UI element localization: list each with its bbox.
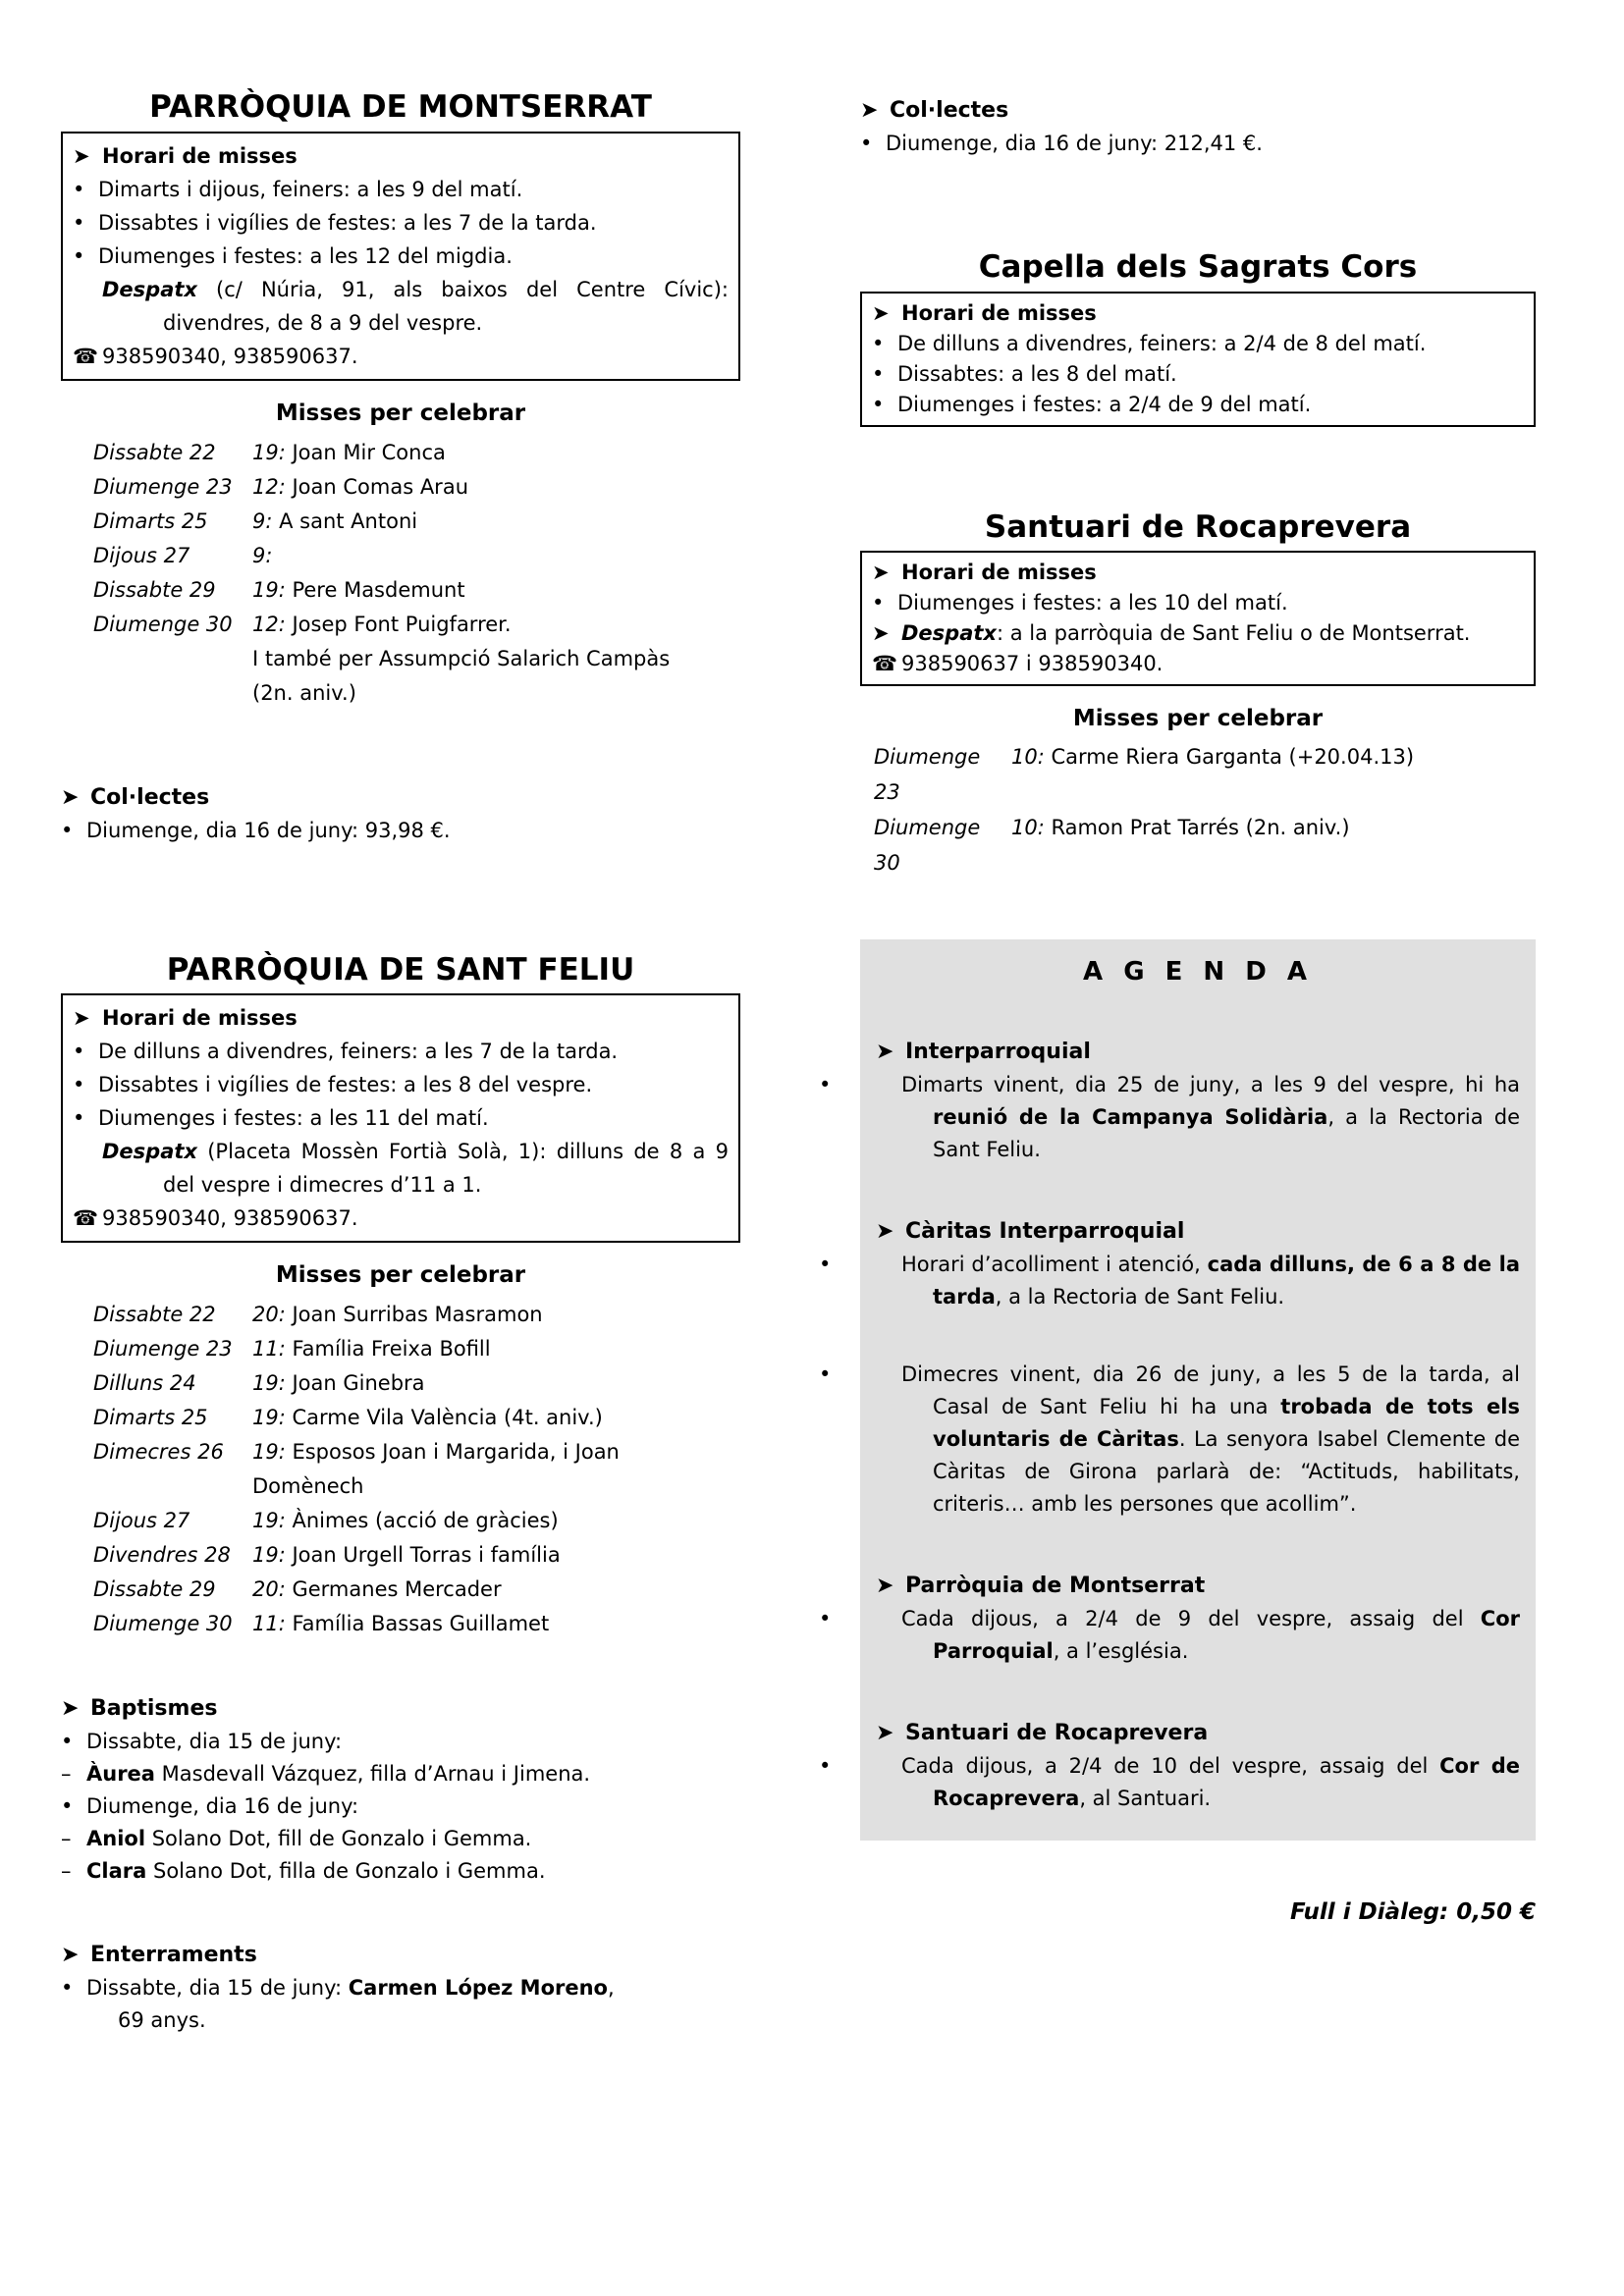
text-line: • Dimarts vinent, dia 25 de juny, a les 9 del vespre, hi ha reunió de la Campanya Solidària, a la Rectoria de Sant Feliu. <box>876 1069 1520 1166</box>
arrow-icon: ➤ <box>876 1219 894 1245</box>
mass-day: Diumenge 23 <box>93 474 233 499</box>
mass-row <box>93 539 740 573</box>
mass-time: 20: <box>252 1303 286 1327</box>
bullet-icon: • <box>872 361 885 386</box>
misses-title: Misses per celebrar <box>275 400 526 426</box>
bullet-icon: • <box>73 1040 85 1064</box>
left-column <box>61 0 740 2037</box>
mass-row <box>93 1538 740 1573</box>
text-line: • Horari d’acolliment i atenció, cada dilluns, de 6 a 8 de la tarda, a la Rectoria de Sant Feliu. <box>876 1249 1520 1313</box>
bullet-icon: • <box>819 1754 832 1779</box>
office-hours-text: Despatx: a la parròquia de Sant Feliu o de Montserrat. <box>901 621 1471 646</box>
mass-day: Dimarts 25 <box>93 1406 208 1430</box>
bullet-icon: • <box>73 177 85 201</box>
mass-row <box>874 739 1536 810</box>
collectes-section-santfeliu <box>860 0 1536 160</box>
mass-day: Dissabte 22 <box>93 440 216 464</box>
rocaprevera-schedule-box <box>860 551 1536 686</box>
bullet-icon: • <box>819 1362 832 1387</box>
mass-intention: 20: Joan Surribas Masramon <box>252 1303 543 1327</box>
mass-time: 19: <box>252 1440 286 1465</box>
schedule-line: • Dissabtes: a les 8 del matí. <box>872 359 1524 390</box>
agenda-item-heading <box>876 1717 1520 1750</box>
mass-intention: 19: Joan Ginebra <box>252 1371 425 1396</box>
agenda-title: A G E N D A <box>1083 957 1313 988</box>
arrow-icon: ➤ <box>872 300 890 325</box>
mass-day: Dimarts 25 <box>93 508 208 533</box>
mass-day: Dimecres 26 <box>93 1440 224 1465</box>
misses-title: Misses per celebrar <box>275 1262 526 1289</box>
mass-time: 19: <box>252 1406 286 1430</box>
arrow-icon: ➤ <box>876 1040 894 1065</box>
schedule-bullets <box>73 1035 729 1135</box>
agenda-item-heading <box>876 1570 1520 1603</box>
text-line: – Clara Solano Dot, filla de Gonzalo i Gemma. <box>61 1855 740 1888</box>
arrow-icon: ➤ <box>860 98 879 123</box>
agenda-heading-text: Càritas Interparroquial <box>905 1219 1185 1245</box>
phone-numbers: 938590637 i 938590340. <box>901 652 1164 676</box>
schedule-heading <box>872 298 1524 329</box>
arrow-icon <box>73 1135 102 1168</box>
enterraments-section <box>61 1939 740 2037</box>
sanctuary-title: Santuari de Rocaprevera <box>984 508 1412 545</box>
mass-day: Dissabte 22 <box>93 1303 216 1327</box>
bullet-icon: • <box>61 818 74 842</box>
misses-list-santfeliu <box>61 1298 740 1641</box>
agenda-item-lines <box>819 1069 1521 1166</box>
schedule-line: • Diumenges i festes: a 2/4 de 9 del matí. <box>872 390 1524 420</box>
parish-title-santfeliu: PARRÒQUIA DE SANT FELIU <box>166 951 635 988</box>
mass-intention: 19: Esposos Joan i Margarida, i Joan Domènech <box>252 1435 740 1504</box>
mass-day: Diumenge 30 <box>874 816 981 876</box>
schedule-line: • Diumenges i festes: a les 11 del matí. <box>73 1101 729 1135</box>
arrow-icon: ➤ <box>876 1721 894 1746</box>
phone-numbers: 938590340, 938590637. <box>102 1206 358 1231</box>
dash-icon: – <box>61 1859 72 1884</box>
right-column <box>819 0 1536 1926</box>
mass-row <box>93 1332 740 1366</box>
arrow-icon: ➤ <box>61 1696 80 1722</box>
section-heading <box>61 1692 740 1726</box>
schedule-bullets <box>73 173 729 273</box>
mass-time: 12: <box>252 612 286 636</box>
agenda-item-heading <box>876 1215 1520 1249</box>
section-heading-text: Col·lectes <box>890 98 1009 123</box>
phone-line <box>872 649 1524 679</box>
mass-row <box>93 573 740 608</box>
text-line: • Diumenge, dia 16 de juny: 212,41 €. <box>860 128 1536 160</box>
mass-intention: 20: Germanes Mercader <box>252 1577 502 1602</box>
bullet-icon: • <box>872 591 885 615</box>
text-line: • Cada dijous, a 2/4 de 9 del vespre, assaig del Cor Parroquial, a l’església. <box>876 1603 1520 1668</box>
montserrat-schedule-box <box>61 132 740 381</box>
text-line: • Diumenge, dia 16 de juny: <box>61 1790 740 1823</box>
agenda-item-lines <box>819 1750 1521 1815</box>
office-hours-text: Despatx (c/ Núria, 91, als baixos del Centre Cívic): divendres, de 8 a 9 del vespre. <box>102 277 729 335</box>
phone-line <box>73 1201 729 1235</box>
mass-row <box>93 470 740 505</box>
arrow-icon: ➤ <box>61 1943 80 1968</box>
schedule-line: • Diumenges i festes: a les 12 del migdia. <box>73 240 729 273</box>
schedule-line: • Dimarts i dijous, feiners: a les 9 del matí. <box>73 173 729 206</box>
office-hours-line <box>73 1135 729 1201</box>
bullet-icon: • <box>819 1253 832 1277</box>
mass-day: Diumenge 30 <box>93 1612 233 1636</box>
bullet-icon: • <box>61 1976 74 2001</box>
chapel-title: Capella dels Sagrats Cors <box>978 249 1418 285</box>
mass-day: Divendres 28 <box>93 1543 231 1568</box>
misses-list-rocaprevera <box>860 739 1536 881</box>
mass-intention: 11: Família Freixa Bofill <box>252 1337 491 1362</box>
dash-icon: – <box>61 1827 72 1851</box>
bullet-icon: • <box>73 1073 85 1097</box>
bullet-icon: • <box>73 210 85 235</box>
agenda-heading-text: Santuari de Rocaprevera <box>905 1721 1209 1746</box>
mass-time: 12: <box>252 474 286 499</box>
section-heading <box>61 781 740 815</box>
collectes-lines <box>61 815 740 847</box>
text-line: • Diumenge, dia 16 de juny: 93,98 €. <box>61 815 740 847</box>
mass-day: Diumenge 30 <box>93 612 233 636</box>
mass-time: 9: <box>252 543 273 567</box>
box-heading-text: Horari de misses <box>901 300 1097 325</box>
mass-day: Dissabte 29 <box>93 577 216 602</box>
bullet-icon: • <box>61 1730 74 1754</box>
mass-intention: 19: Carme Vila València (4t. aniv.) <box>252 1406 603 1430</box>
agenda-heading-text: Interparroquial <box>905 1040 1091 1065</box>
mass-day: Dijous 27 <box>93 1509 190 1533</box>
agenda-item-rocaprevera <box>819 1717 1521 1815</box>
schedule-heading <box>73 1001 729 1035</box>
mass-time: 19: <box>252 1509 286 1533</box>
bullet-icon: • <box>872 331 885 355</box>
mass-time: 9: <box>252 508 273 533</box>
mass-row <box>93 1401 740 1435</box>
text-line: • Dimecres vinent, dia 26 de juny, a les 5 de la tarda, al Casal de Sant Feliu hi ha una trobada de tots els voluntaris de Càritas. La senyora Isabel Clemente de Càritas de Girona parlarà de: “Actituds, habilitats, criteris… amb les persones que acollim”. <box>876 1359 1520 1521</box>
mass-time: 10: <box>1011 816 1045 840</box>
box-heading-text: Horari de misses <box>102 143 298 168</box>
mass-row <box>874 810 1536 881</box>
dash-icon: – <box>61 1762 72 1787</box>
schedule-line: • Diumenges i festes: a les 10 del matí. <box>872 588 1524 618</box>
schedule-heading <box>872 558 1524 588</box>
mass-intention: 12: Joan Comas Arau <box>252 474 468 499</box>
capella-schedule-box <box>860 292 1536 427</box>
arrow-icon: ➤ <box>73 1006 90 1031</box>
arrow-icon: ➤ <box>872 621 890 646</box>
bullet-icon: • <box>819 1073 832 1097</box>
mass-row <box>93 1298 740 1332</box>
mass-day: Dilluns 24 <box>93 1371 196 1396</box>
baptismes-section <box>61 1692 740 1888</box>
section-heading-text: Enterraments <box>90 1943 257 1968</box>
arrow-icon: ➤ <box>73 143 90 168</box>
mass-time: 11: <box>252 1612 286 1636</box>
mass-time: 10: <box>1011 745 1045 770</box>
bullet-icon: • <box>73 243 85 268</box>
agenda-item-caritas <box>819 1215 1520 1521</box>
agenda-panel <box>819 939 1536 1841</box>
misses-list-montserrat <box>61 436 740 711</box>
mass-intention: 19: Ànimes (acció de gràcies) <box>252 1509 559 1533</box>
agenda-item-lines <box>819 1603 1520 1668</box>
section-heading <box>860 94 1536 128</box>
mass-intention: 19: Joan Mir Conca <box>252 440 446 464</box>
text-line: • Dissabte, dia 15 de juny: <box>61 1726 740 1758</box>
mass-intention: 9: A sant Antoni <box>252 508 418 533</box>
mass-time: 19: <box>252 1543 286 1568</box>
mass-intention <box>252 539 740 573</box>
agenda-item-lines <box>819 1249 1520 1521</box>
text-line: – Àurea Masdevall Vázquez, filla d’Arnau i Jimena. <box>61 1758 740 1790</box>
santfeliu-schedule-box <box>61 993 740 1243</box>
mass-intention: 10: Ramon Prat Tarrés (2n. aniv.) <box>1011 816 1350 840</box>
arrow-icon: ➤ <box>872 561 890 585</box>
bullet-icon: • <box>860 132 873 155</box>
mass-row <box>93 505 740 539</box>
mass-time: 19: <box>252 1371 286 1396</box>
collectes-section-montserrat <box>61 781 740 847</box>
section-heading <box>61 1939 740 1972</box>
phone-icon: ☎ <box>73 1206 99 1231</box>
agenda-heading-text: Parròquia de Montserrat <box>905 1574 1206 1599</box>
agenda-item-interparroquial <box>819 1036 1521 1166</box>
mass-intention-extra: (2n. aniv.) <box>252 680 356 705</box>
price-footer: Full i Diàleg: 0,50 € <box>1290 1899 1536 1926</box>
phone-icon: ☎ <box>872 652 898 676</box>
mass-day: Dissabte 29 <box>93 1577 216 1602</box>
office-hours-line <box>73 273 729 340</box>
collectes-lines <box>860 128 1536 160</box>
office-hours-line <box>872 618 1524 649</box>
mass-intention: 19: Joan Urgell Torras i família <box>252 1543 561 1568</box>
agenda-item-heading <box>876 1036 1520 1069</box>
mass-row <box>93 1504 740 1538</box>
text-line: • Cada dijous, a 2/4 de 10 del vespre, assaig del Cor de Rocaprevera, al Santuari. <box>876 1750 1520 1815</box>
agenda-item-montserrat <box>819 1570 1520 1668</box>
mass-day: Diumenge 23 <box>874 745 981 805</box>
mass-row <box>93 436 740 470</box>
text-line: • Dissabte, dia 15 de juny: Carmen López Moreno, <box>61 1972 740 2004</box>
office-hours-text: Despatx (Placeta Mossèn Fortià Solà, 1): dilluns de 8 a 9 del vespre i dimecres d’11 a 1. <box>102 1140 729 1198</box>
mass-day: Dijous 27 <box>93 543 190 567</box>
arrow-icon: ➤ <box>876 1574 894 1599</box>
schedule-heading <box>73 139 729 173</box>
mass-intention-extra: Domènech <box>252 1474 364 1499</box>
phone-icon: ☎ <box>73 344 99 368</box>
mass-row <box>93 1573 740 1607</box>
mass-time: 19: <box>252 440 286 464</box>
arrow-icon <box>73 273 102 306</box>
text-line: – Aniol Solano Dot, fill de Gonzalo i Gemma. <box>61 1823 740 1855</box>
mass-intention: 10: Carme Riera Garganta (+20.04.13) <box>1011 745 1415 770</box>
mass-day: Diumenge 23 <box>93 1337 233 1362</box>
bullet-icon: • <box>819 1607 832 1631</box>
misses-title: Misses per celebrar <box>1072 706 1324 732</box>
arrow-icon: ➤ <box>61 784 80 810</box>
schedule-bullets <box>872 588 1524 618</box>
continuation-line: 69 anys. <box>118 2008 206 2033</box>
mass-row <box>93 608 740 711</box>
mass-intention: 19: Pere Masdemunt <box>252 577 465 602</box>
box-heading-text: Horari de misses <box>901 561 1097 585</box>
bullet-icon: • <box>872 392 885 416</box>
mass-row <box>93 1607 740 1641</box>
schedule-line: • De dilluns a divendres, feiners: a les 7 de la tarda. <box>73 1035 729 1068</box>
mass-intention: 11: Família Bassas Guillamet <box>252 1612 550 1636</box>
parish-title-montserrat: PARRÒQUIA DE MONTSERRAT <box>149 89 652 125</box>
mass-intention: 12: Josep Font Puigfarrer. I també per Assumpció Salarich Campàs (2n. aniv.) <box>252 608 740 711</box>
mass-row <box>93 1435 740 1504</box>
mass-time: 20: <box>252 1577 286 1602</box>
phone-line <box>73 340 729 373</box>
enterraments-lines <box>61 1972 740 2037</box>
schedule-bullets <box>872 329 1524 420</box>
mass-time: 19: <box>252 577 286 602</box>
schedule-line: • Dissabtes i vigílies de festes: a les 8 del vespre. <box>73 1068 729 1101</box>
mass-intention-extra: I també per Assumpció Salarich Campàs <box>252 646 671 670</box>
schedule-line: • Dissabtes i vigílies de festes: a les 7 de la tarda. <box>73 206 729 240</box>
bullet-icon: • <box>61 1794 74 1819</box>
section-heading-text: Baptismes <box>90 1696 218 1722</box>
phone-numbers: 938590340, 938590637. <box>102 344 358 368</box>
mass-row <box>93 1366 740 1401</box>
section-heading-text: Col·lectes <box>90 784 210 810</box>
box-heading-text: Horari de misses <box>102 1006 298 1031</box>
bullet-icon: • <box>73 1106 85 1131</box>
schedule-line: • De dilluns a divendres, feiners: a 2/4 de 8 del matí. <box>872 329 1524 359</box>
mass-time: 11: <box>252 1337 286 1362</box>
baptismes-lines <box>61 1726 740 1888</box>
